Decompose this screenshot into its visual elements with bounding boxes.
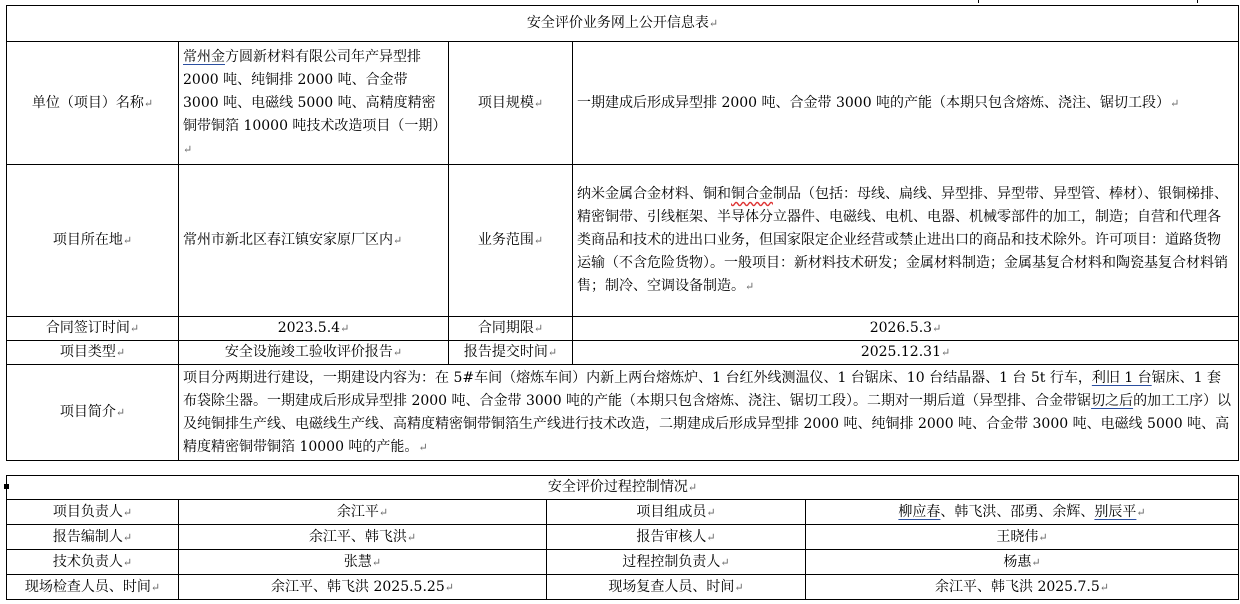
reviewer-value: 王晓伟↵ xyxy=(806,525,1239,550)
location-label: 项目所在地↵ xyxy=(7,165,179,317)
submit-value: 2025.12.31↵ xyxy=(573,341,1239,365)
info-table xyxy=(6,5,1239,461)
scale-value: 一期建成后形成异型排 2000 吨、合金带 3000 吨的产能（本期只包含熔炼、浇注、锯切工段）↵ xyxy=(573,42,1239,165)
type-label: 项目类型↵ xyxy=(7,341,179,365)
tech-label: 技术负责人↵ xyxy=(7,550,179,575)
unit-label: 单位（项目）名称↵ xyxy=(7,42,179,165)
top-border-mark-right xyxy=(1197,0,1198,3)
unit-name-value: 常州金方圆新材料有限公司年产异型排 2000 吨、纯铜排 2000 吨、合金带 3000 吨、电磁线 5000 吨、高精度精密铜带铜箔 10000 吨技术改造项目（一期）↵ xyxy=(179,42,449,165)
submit-label: 报告提交时间↵ xyxy=(449,341,573,365)
process-label: 过程控制负责人↵ xyxy=(547,550,806,575)
business-label: 业务范围↵ xyxy=(449,165,573,317)
control-header: 安全评价过程控制情况↵ xyxy=(7,476,1239,500)
table-title: 安全评价业务网上公开信息表↵ xyxy=(7,6,1239,42)
inspect-value: 余江平、韩飞洪 2025.5.25↵ xyxy=(179,575,547,600)
period-label: 合同期限↵ xyxy=(449,317,573,341)
reviewer-label: 报告审核人↵ xyxy=(547,525,806,550)
business-value: 纳米金属合金材料、铜和铜合金制品（包括：母线、扁线、异型排、异型带、异型管、棒材）、银铜梯排、精密铜带、引线框架、半导体分立器件、电磁线、电机、电器、机械零部件的加工，制造；自营和代理各类商品和技术的进出口业务，但国家限定企业经营或禁止进出口的商品和技术除外。许可项目：道路货物运输（不含危险货物）。一般项目：新材料技术研发；金属材料制造；金属基复合材料和陶瓷基复合材料销售；制冷、空调设备制造。↵ xyxy=(573,165,1239,317)
tech-value: 张慧↵ xyxy=(179,550,547,575)
brief-label: 项目简介↵ xyxy=(7,365,179,461)
members-label: 项目组成员↵ xyxy=(547,500,806,525)
author-value: 余江平、韩飞洪↵ xyxy=(179,525,547,550)
members-value: 柳应春、韩飞洪、邵勇、余辉、别辰平↵ xyxy=(806,500,1239,525)
sign-date-label: 合同签订时间↵ xyxy=(7,317,179,341)
leader-value: 余江平↵ xyxy=(179,500,547,525)
brief-value: 项目分两期进行建设，一期建设内容为：在 5#车间（熔炼车间）内新上两台熔炼炉、1 台红外线测温仪、1 台锯床、10 台结晶器、1 台 5t 行车，利旧 1 台锯床、1 套布袋除尘器。一期建成后形成异型排 2000 吨、合金带 3000 吨的产能（本期只包含熔炼、浇注、锯切工段）。二期对一期后道（异型排、合金带锯切之后的加工工序）以及纯铜排生产线、电磁线生产线、高精度精密铜带铜箔生产线进行技术改造，二期建成后形成异型排 2000 吨、纯铜排 2000 吨、合金带 3000 吨、电磁线 5000 吨、高精度精密铜带铜箔 10000 吨的产能。↵ xyxy=(179,365,1239,461)
leader-label: 项目负责人↵ xyxy=(7,500,179,525)
recheck-value: 余江平、韩飞洪 2025.7.5↵ xyxy=(806,575,1239,600)
sign-date-value: 2023.5.4↵ xyxy=(179,317,449,341)
top-border-mark-left xyxy=(978,0,979,3)
period-value: 2026.5.3↵ xyxy=(573,317,1239,341)
author-label: 报告编制人↵ xyxy=(7,525,179,550)
location-value: 常州市新北区春江镇安家原厂区内↵ xyxy=(179,165,449,317)
scale-label: 项目规模↵ xyxy=(449,42,573,165)
process-value: 杨惠↵ xyxy=(806,550,1239,575)
recheck-label: 现场复查人员、时间↵ xyxy=(547,575,806,600)
inspect-label: 现场检查人员、时间↵ xyxy=(7,575,179,600)
control-table xyxy=(6,475,1239,600)
type-value: 安全设施竣工验收评价报告↵ xyxy=(179,341,449,365)
